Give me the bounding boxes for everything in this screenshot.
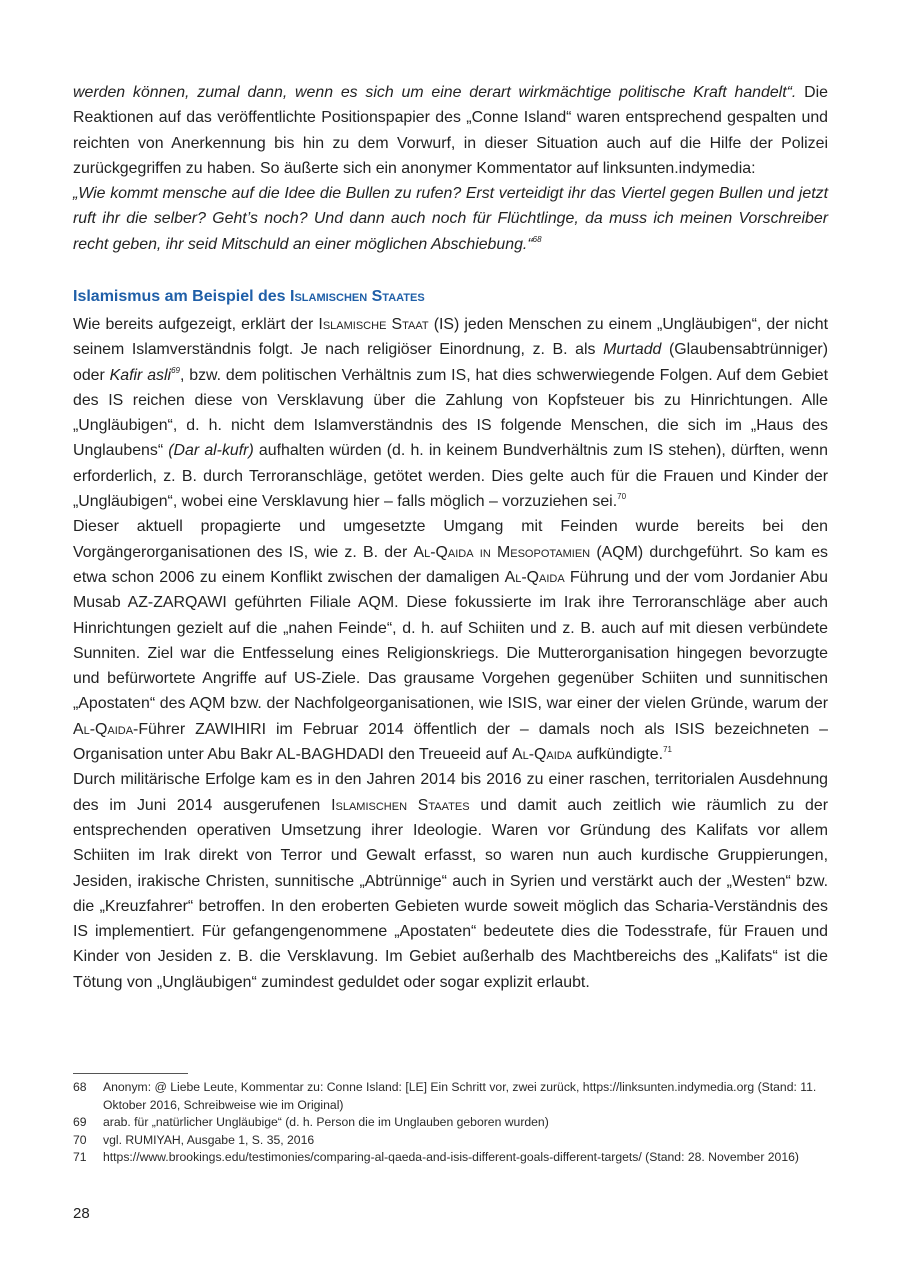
term-murtadd: Murtadd bbox=[603, 341, 662, 359]
text-run: Durch militärische Erfolge kam es in den Jahren 2014 bis 2016 zu einer raschen, territorialen Ausdehnung des im Juni 2014 ausgerufenen bbox=[73, 771, 828, 814]
text-run-smallcaps: Islamische Staat bbox=[318, 316, 429, 333]
section-body bbox=[73, 312, 828, 995]
heading-text: Islamismus am Beispiel des bbox=[73, 288, 290, 305]
footnote-ref-68[interactable]: 68 bbox=[532, 234, 542, 244]
text-run: (AQM) durchgeführt. So kam es etwa schon 2006 zu einem Konflikt zwischen der damaligen bbox=[73, 543, 828, 586]
footnote-70 bbox=[73, 1132, 833, 1150]
footnote-69 bbox=[73, 1114, 833, 1132]
text-run-smallcaps: Al-Qaida in Mesopotamien bbox=[413, 543, 591, 561]
footnote-text: arab. für „natürlicher Ungläubige“ (d. h. Person die im Unglauben geboren wurden) bbox=[103, 1115, 549, 1130]
intro-block bbox=[73, 80, 828, 257]
paragraph-vorgaengerorganisationen bbox=[73, 514, 828, 767]
term-kafir-asli: Kafir asli bbox=[109, 366, 172, 384]
footnote-ref-71[interactable]: 71 bbox=[663, 745, 672, 755]
paragraph-militaerische-erfolge bbox=[73, 767, 828, 995]
footnote-number: 71 bbox=[73, 1150, 87, 1165]
text-run: aufhalten würden (d. h. in keinem Bundverhältnis zum IS stehen), dürften, wenn erforderlich, z. B. durch Terroranschläge, getötet werden. Dies gelte auch für die Frauen und Kinder der „Ungläubigen“, wobei eine Versklavung hier – falls möglich – vorzuziehen sei. bbox=[73, 442, 828, 511]
text-run: Dieser aktuell propagierte und umgesetzte Umgang mit Feinden wurde bereits bei den Vorgängerorganisationen des IS, wie z. B. der bbox=[73, 518, 828, 561]
footnote-71 bbox=[73, 1149, 833, 1167]
text-run-smallcaps: Islamischen Staates bbox=[331, 796, 470, 814]
paragraph-islamverstaendnis bbox=[73, 312, 828, 514]
term-dar-al-kufr: (Dar al-kufr) bbox=[168, 442, 254, 460]
text-run: (Glaubensabtrünniger) oder bbox=[73, 341, 828, 384]
paragraph-text: Die Reaktionen auf das veröffentlichte Positionspapier des „Conne Island“ waren entsprechend gespalten und reichten von Anerkennung bis hin zu dem Vorwurf, in dieser Situation auch auf die Hilfe der Polizei zurückgegriffen zu haben. So äußerte sich ein anonymer Kommentator auf linksunten.indymedia: bbox=[73, 84, 828, 177]
section-heading bbox=[73, 288, 425, 306]
footnote-ref-70[interactable]: 70 bbox=[617, 492, 627, 502]
heading-smallcaps: Islamischen Staates bbox=[290, 288, 425, 305]
text-run-smallcaps: Al-Qaida bbox=[512, 746, 573, 764]
footnote-text: Anonym: @ Liebe Leute, Kommentar zu: Conne Island: [LE] Ein Schritt vor, zwei zurück, https://linksunten.indymedia.org (Stand: 11. Oktober 2016, Schreibweise wie im Original) bbox=[103, 1080, 817, 1112]
paragraph-positionspapier bbox=[73, 80, 828, 181]
text-run: und damit auch zeitlich wie räumlich zu der entsprechenden operativen Umsetzung ihrer Ideologie. Waren vor Gründung des Kalifats vor allem Schiiten im Irak direkt von Terror und Gewalt erfasst, so waren nun auch kurdische Gruppierungen, Jesiden, irakische Christen, sunnitische „Abtrünnige“ auch in Syrien und verstärkt auch der „Westen“ bzw. die „Kreuzfahrer“ betroffen. In den eroberten Gebieten wurde soweit möglich das Scharia-Verständnis des IS implementiert. Für gefangengenommene „Apostaten“ bedeutete dies die Todesstrafe, für Frauen und Kinder von Jesiden z. B. die Versklavung. Im Gebiet außerhalb des Machtbereichs des „Kalifats“ ist die Tötung von „Ungläubigen“ zumindest geduldet oder sogar explizit erlaubt. bbox=[73, 796, 828, 991]
footnotes bbox=[73, 1079, 833, 1167]
footnote-divider bbox=[73, 1073, 188, 1074]
footnote-number: 68 bbox=[73, 1080, 87, 1094]
text-run-smallcaps: Al-Qaida bbox=[504, 568, 565, 586]
text-run: -Führer ZAWIHIRI im Februar 2014 öffentlich der – damals noch als ISIS bezeichneten – Organisation unter Abu Bakr AL-BAGHDADI den Treueeid auf bbox=[73, 720, 828, 764]
quote-continuation: werden können, zumal dann, wenn es sich um eine derart wirkmächtige politische Kraft handelt“. bbox=[73, 84, 797, 101]
text-run: , bzw. dem politischen Verhältnis zum IS, hat dies schwerwiegende Folgen. Auf dem Gebiet des IS reichen diese von Versklavung über die Zahlung von Kopfsteuer bis zu Hinrichtungen. Alle „Ungläubigen“, d. h. nicht dem Islamverständnis des IS folgende Menschen, die sich im „Haus des Unglaubens“ bbox=[73, 366, 828, 460]
page-number: 28 bbox=[73, 1205, 90, 1222]
footnote-number: 69 bbox=[73, 1115, 87, 1130]
text-run: aufkündigte. bbox=[572, 746, 664, 764]
footnote-ref-69[interactable]: 69 bbox=[171, 365, 180, 375]
footnote-text: https://www.brookings.edu/testimonies/comparing-al-qaeda-and-isis-different-goals-different-targets/ (Stand: 28. November 2016) bbox=[103, 1150, 799, 1165]
footnote-number: 70 bbox=[73, 1132, 87, 1147]
quote-text: „Wie kommt mensche auf die Idee die Bullen zu rufen? Erst verteidigt ihr das Viertel gegen Bullen und jetzt ruft ihr die selber? Geht’s noch? Und dann auch noch für Flüchtlinge, da muss ich meinen Vorschreiber recht geben, ihr seid Mitschuld an einer möglichen Abschiebung.“ bbox=[73, 185, 828, 253]
text-run: Wie bereits aufgezeigt, erklärt der bbox=[73, 316, 319, 333]
text-run: (IS) jeden Menschen zu einem „Ungläubigen“, der nicht seinem Islamverständnis folgt. Je nach religiöser Einordnung, z. B. als bbox=[73, 316, 829, 359]
text-run: Führung und der vom Jordanier Abu Musab AZ-ZARQAWI geführten Filiale AQM. Diese fokussierte im Irak ihre Terroranschläge aber auch Hinrichtungen gezielt auf die „nahen Feinde“, d. h. auf Schiiten und z. B. auch auf mit diesen verbündete Sunniten. Ziel war die Entfesselung eines Religionskriegs. Die Mutterorganisation hingegen bevorzugte und befürwortete Angriffe auf US-Ziele. Das grausame Vorgehen gegenüber Schiiten und sunnitischen „Apostaten“ des AQM bzw. der Nachfolgeorganisationen, wie ISIS, war einer der vielen Gründe, warum der bbox=[73, 568, 828, 713]
text-run-smallcaps: Al-Qaida bbox=[73, 720, 134, 738]
footnote-text: vgl. RUMIYAH, Ausgabe 1, S. 35, 2016 bbox=[103, 1132, 315, 1147]
anonymous-comment-quote bbox=[73, 181, 828, 257]
footnote-68 bbox=[73, 1079, 833, 1114]
